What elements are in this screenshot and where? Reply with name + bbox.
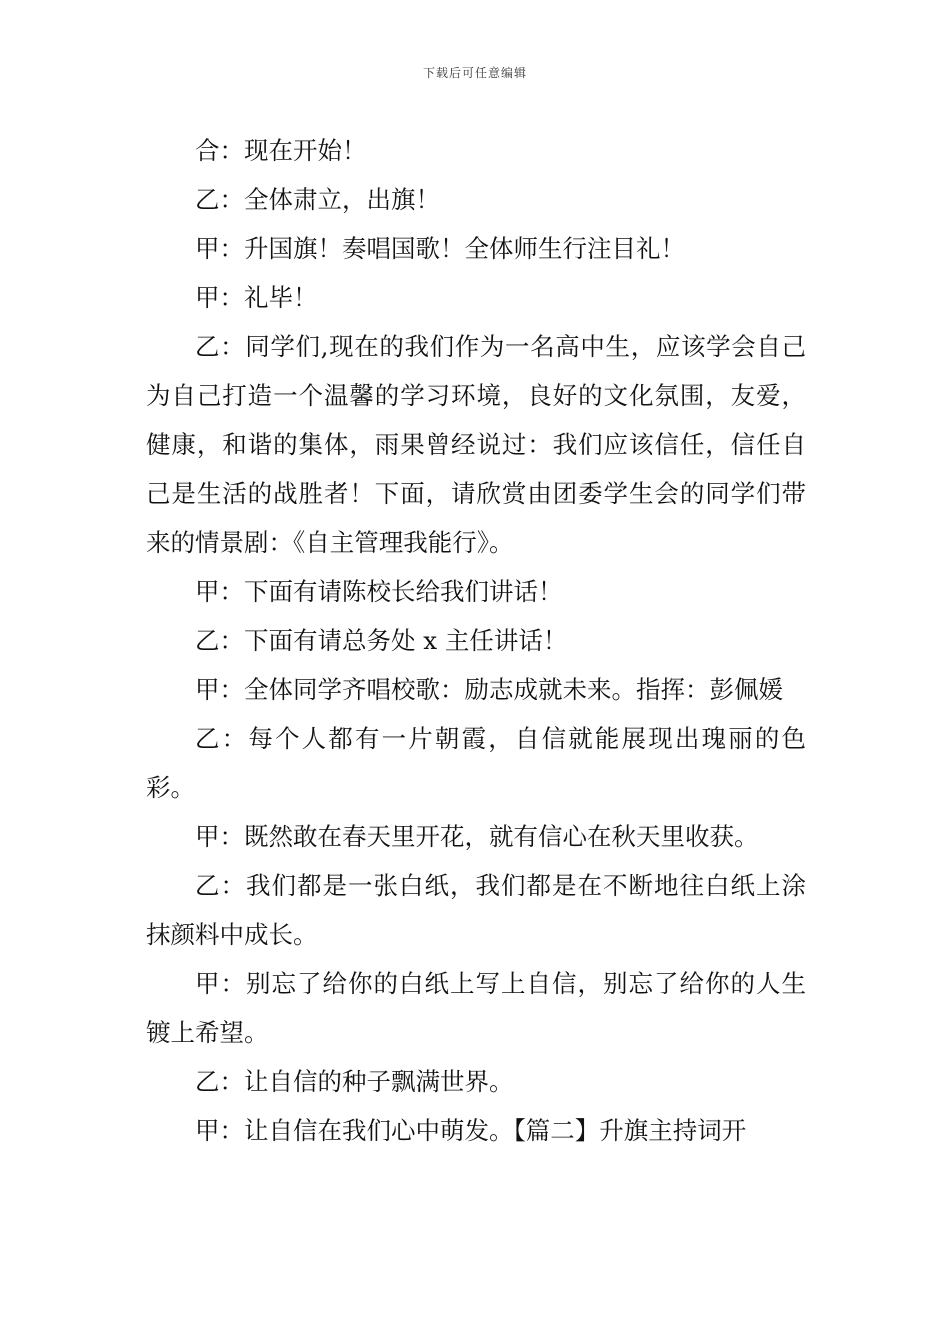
paragraph-3: 甲：升国旗！奏唱国歌！全体师生行注目礼！	[195, 234, 685, 263]
document-body	[146, 126, 806, 1155]
paragraph-7: 乙：下面有请总务处 x 主任讲话！	[195, 626, 568, 655]
paragraph-12: 甲：别忘了给你的白纸上写上自信，别忘了给你的人生镀上希望。	[146, 969, 806, 1047]
page-header: 下载后可任意编辑	[422, 66, 527, 80]
paragraph-6: 甲：下面有请陈校长给我们讲话！	[195, 577, 563, 606]
paragraph-2: 乙：全体肃立，出旗！	[195, 185, 440, 214]
paragraph-13: 乙：让自信的种子飘满世界。	[195, 1067, 514, 1096]
paragraph-8: 甲：全体同学齐唱校歌：励志成就未来。指挥：彭佩媛	[195, 675, 783, 704]
paragraph-14: 甲：让自信在我们心中萌发。【篇二】升旗主持词开	[195, 1116, 747, 1145]
paragraph-4: 甲：礼毕！	[195, 283, 318, 312]
paragraph-9: 乙：每个人都有一片朝霞，自信就能展现出瑰丽的色彩。	[146, 724, 806, 802]
paragraph-1: 合：现在开始！	[195, 136, 367, 165]
paragraph-10: 甲：既然敢在春天里开花，就有信心在秋天里收获。	[195, 822, 759, 851]
paragraph-11: 乙：我们都是一张白纸，我们都是在不断地往白纸上涂抹颜料中成长。	[146, 871, 806, 949]
paragraph-5: 乙：同学们,现在的我们作为一名高中生，应该学会自己为自己打造一个温馨的学习环境，良好的文化氛围，友爱，健康，和谐的集体，雨果曾经说过：我们应该信任，信任自己是生活的战胜者！下面，请欣赏由团委学生会的同学们带来的情景剧：《自主管理我能行》。	[146, 332, 806, 557]
